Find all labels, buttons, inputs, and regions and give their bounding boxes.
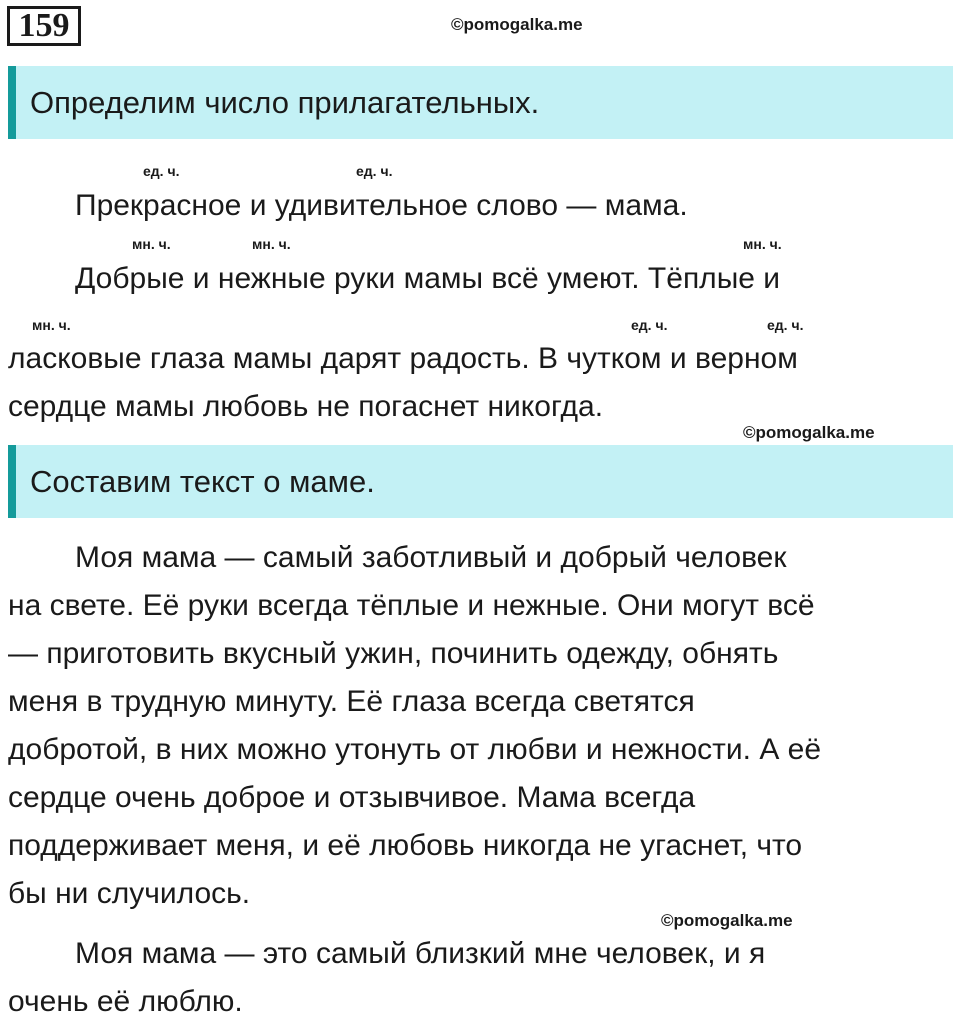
text-line: очень её люблю. [8,985,243,1018]
text-line: Прекрасное и удивительное слово — мама. [75,189,688,222]
number-label: мн. ч. [32,317,71,333]
number-label: мн. ч. [252,236,291,252]
text-line: сердце очень доброе и отзывчивое. Мама всегда [8,781,696,814]
section-header-compose [8,445,953,518]
number-label: мн. ч. [132,236,171,252]
text-line: Добрые и нежные руки мамы всё умеют. Тёплые и [75,262,781,295]
watermark: ©pomogalka.me [451,15,583,34]
task-number-badge: 159 [7,6,81,46]
section-header-adjectives [8,66,953,139]
number-label: мн. ч. [743,236,782,252]
text-line: на свете. Её руки всегда тёплые и нежные. Они могут всё [8,589,815,622]
text-line: ласковые глаза мамы дарят радость. В чутком и верном [8,342,798,375]
number-label: ед. ч. [143,163,180,179]
text-line: бы ни случилось. [8,877,251,910]
text-line: меня в трудную минуту. Её глаза всегда светятся [8,685,695,718]
number-label: ед. ч. [631,317,668,333]
text-line: добротой, в них можно утонуть от любви и нежности. А её [8,733,822,766]
number-label: ед. ч. [767,317,804,333]
text-line: Моя мама — это самый близкий мне человек, и я [75,937,766,970]
section-title: Составим текст о маме. [30,464,375,499]
watermark: ©pomogalka.me [743,423,875,442]
section-title: Определим число прилагательных. [30,85,540,120]
number-label: ед. ч. [356,163,393,179]
text-line: Моя мама — самый заботливый и добрый человек [75,541,787,574]
text-line: — приготовить вкусный ужин, починить одежду, обнять [8,637,779,670]
watermark: ©pomogalka.me [661,911,793,930]
text-line: поддерживает меня, и её любовь никогда не угаснет, что [8,829,803,862]
text-line: сердце мамы любовь не погаснет никогда. [8,390,604,423]
